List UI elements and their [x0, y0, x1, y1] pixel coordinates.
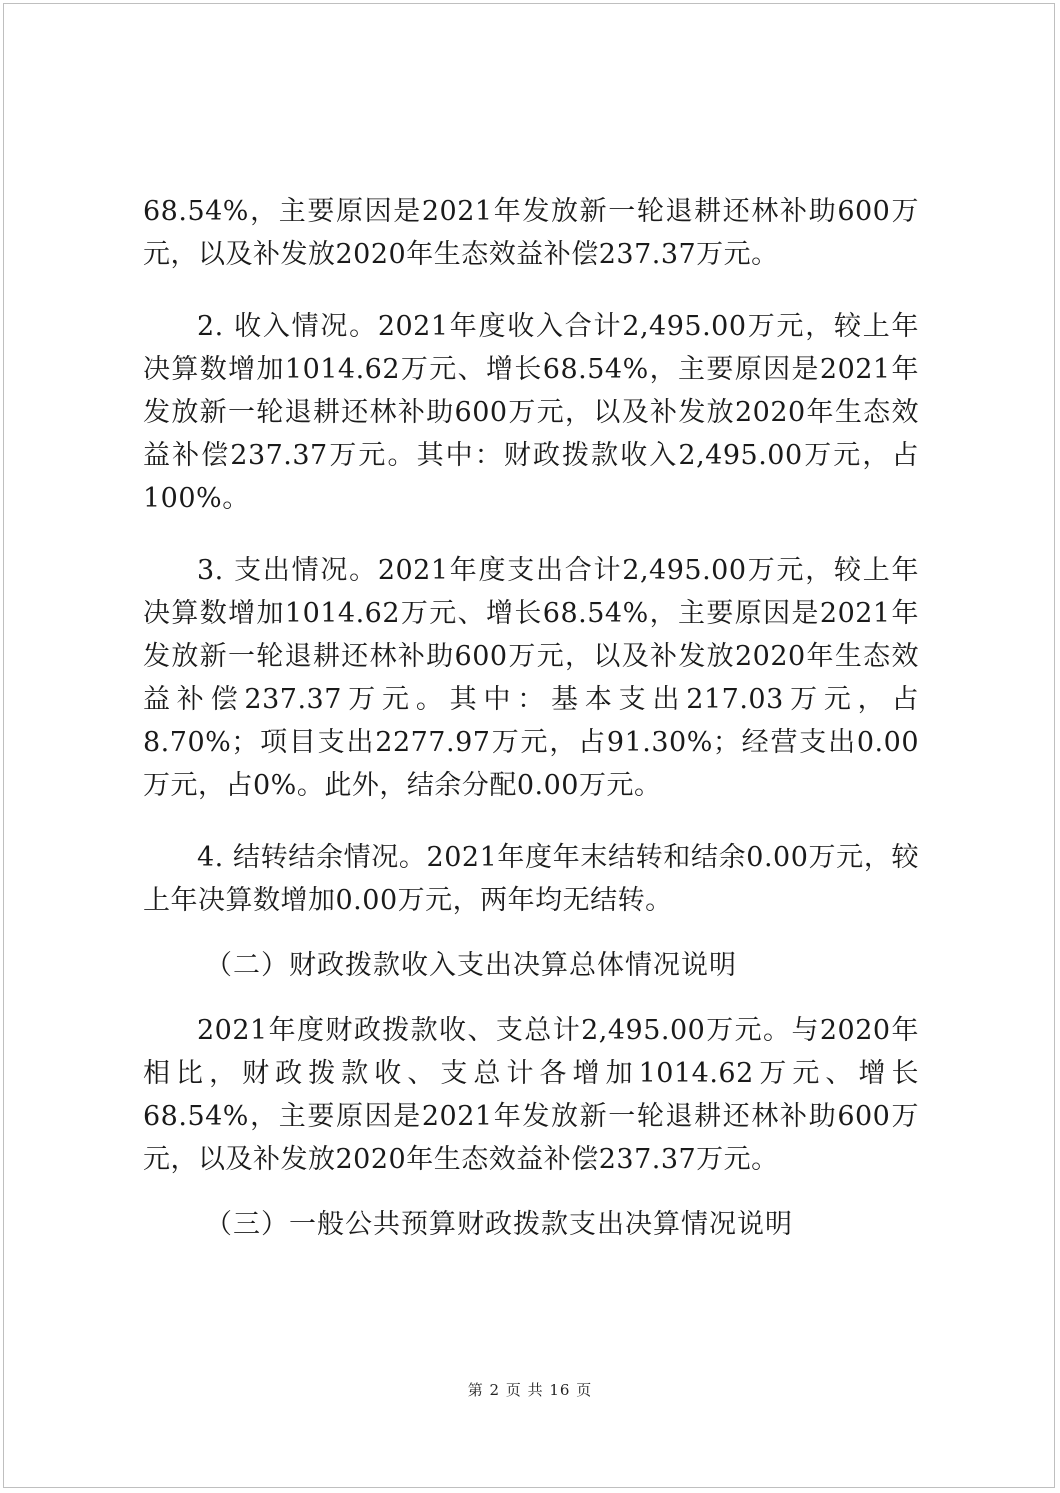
paragraph-expenditure: 3. 支出情况。2021年度支出合计2,495.00万元，较上年决算数增加1014.62万元、增长68.54%，主要原因是2021年发放新一轮退耕还林补助600万元，以及补发放2020年生态效益补偿237.37万元。其中：基本支出217.03万元，占8.70%；项目支出2277.97万元，占91.30%；经营支出0.00万元，占0%。此外，结余分配0.00万元。 [143, 555, 919, 801]
paragraph-continuation: 68.54%，主要原因是2021年发放新一轮退耕还林补助600万元，以及补发放2020年生态效益补偿237.37万元。 [143, 196, 919, 270]
document-body [143, 190, 919, 1246]
section-heading-2: （二）财政拨款收入支出决算总体情况说明 [205, 950, 737, 981]
paragraph-income: 2. 收入情况。2021年度收入合计2,495.00万元，较上年决算数增加1014.62万元、增长68.54%，主要原因是2021年发放新一轮退耕还林补助600万元，以及补发放2020年生态效益补偿237.37万元。其中：财政拨款收入2,495.00万元，占100%。 [143, 311, 919, 514]
paragraph-fiscal-overview: 2021年度财政拨款收、支总计2,495.00万元。与2020年相比，财政拨款收、支总计各增加1014.62万元、增长68.54%，主要原因是2021年发放新一轮退耕还林补助600万元，以及补发放2020年生态效益补偿237.37万元。 [143, 1015, 919, 1175]
section-heading-3: （三）一般公共预算财政拨款支出决算情况说明 [205, 1209, 793, 1240]
page-number: 第 2 页 共 16 页 [467, 1381, 593, 1399]
paragraph-carryover: 4. 结转结余情况。2021年度年末结转和结余0.00万元，较上年决算数增加0.00万元，两年均无结转。 [143, 842, 919, 916]
